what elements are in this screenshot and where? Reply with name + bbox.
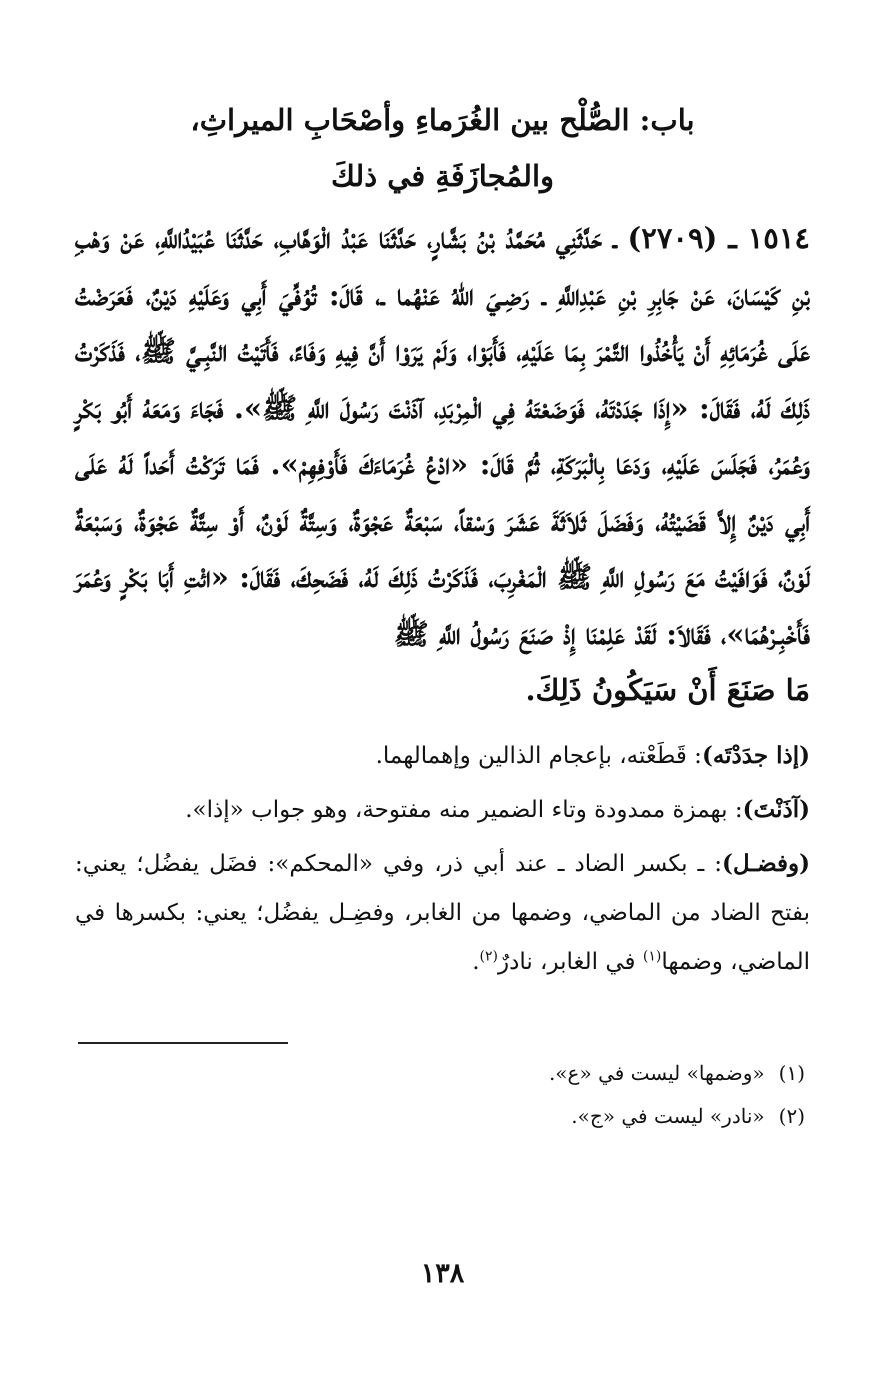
gloss-adhanta bbox=[75, 785, 810, 835]
gloss-fadal bbox=[75, 839, 810, 987]
gloss-term: (آذَنْتَ) bbox=[742, 795, 810, 823]
footnote-number: (١) bbox=[778, 1061, 805, 1085]
gloss-explanation-end: . bbox=[472, 948, 480, 975]
hadith-body: ١٥١٤ ـ (٢٧٠٩) ـ حَدَّثَنِي مُحَمَّدُ بْنُ بَشَّارٍ، حَدَّثَنَا عَبْدُ الْوَهَّابِ، حَدَّثَنَا عُبَيْدُاللَّهِ، عَنْ وَهْبِ بْنِ كَيْسَانَ، عَنْ جَابِرِ بْنِ عَبْدِاللَّهِ ـ رَضِـيَ اللهُ عَنْهُما ـ، قَالَ: تُوُفِّيَ أَبِي وَعَلَيْهِ دَيْنٌ، فَعَرَضْتُ عَلَى غُرَمَائِهِ أَنْ يَأْخُذُوا التَّمْرَ بِمَا عَلَيْهِ، فَأَبَوْا، وَلَمْ يَرَوْا أَنَّ فِيهِ وَفَاءً، فَأَتَيْتُ النَّبِـيَّ ﷺ، فَذَكَرْتُ ذَلِكَ لَهُ، فَقَالَ: «إِذَا جَدَدْتَهُ، فَوَضَعْتَهُ فِي الْمِرْبَدِ، آذَنْتَ رَسُولَ اللَّهِ ﷺ». فَجَاءَ وَمَعَهُ أَبُو بَكْرٍ وَعُمَرُ، فَجَلَسَ عَلَيْهِ، وَدَعَا بِالْبَرَكَةِ، ثُمَّ قَالَ: «ادْعُ غُرَمَاءَكَ فَأَوْفِهِمْ». فَمَا تَرَكْتُ أَحَداً لَهُ عَلَى أَبِي دَيْنٌ إِلاَّ قَضَيْتُهُ، وَفَضَلَ ثَلاَثَةَ عَشَرَ وَسْقاً، سَبْعَةٌ عَجْوَةٌ، وَسِتَّةٌ لَوْنٌ، أَوْ سِتَّةٌ عَجْوَةٌ، وَسَبْعَةٌ لَوْنٌ، فَوَافَيْتُ مَعَ رَسُولِ اللَّهِ ﷺ الْمَغْرِبَ، فَذَكَرْتُ ذَلِكَ لَهُ، فَضَحِكَ، فَقَالَ: «ائْتِ أَبَا بَكْرٍ وَعُمَرَ فَأَخْبِـرْهُمَا»، فَقَالاَ: لَقَدْ عَلِمْنَا إِذْ صَنَعَ رَسُولُ اللَّهِ ﷺ bbox=[75, 221, 810, 651]
footnote-number: (٢) bbox=[778, 1104, 805, 1128]
chapter-title-line-1 bbox=[190, 103, 694, 137]
bab-label: باب bbox=[650, 103, 695, 137]
footnote-ref-1[interactable]: (١) bbox=[642, 947, 662, 964]
gloss-term: (وفضـل) bbox=[722, 849, 810, 877]
hadith-last-line: مَا صَنَعَ أَنْ سَيَكُونُ ذَلِكَ. bbox=[525, 673, 810, 707]
footnote-text: «نادر» ليست في «ج». bbox=[571, 1104, 765, 1128]
book-page bbox=[75, 92, 810, 1375]
gloss-explanation-cont: في الغابر، نادرٌ bbox=[497, 948, 643, 975]
gloss-jadadtah bbox=[75, 731, 810, 781]
footnotes bbox=[80, 1052, 805, 1138]
footnote-text: «وضمها» ليست في «ع». bbox=[548, 1061, 765, 1085]
footnote-1 bbox=[80, 1052, 805, 1095]
gloss-explanation: : قَطَعْته، بإعجام الذالين وإهمالهما. bbox=[375, 742, 702, 769]
chapter-title bbox=[75, 92, 810, 204]
gloss-explanation: : بهمزة ممدودة وتاء الضمير منه مفتوحة، وهو جواب «إذا». bbox=[185, 796, 743, 823]
footnote-separator bbox=[78, 1042, 288, 1044]
hadith-text bbox=[75, 210, 810, 719]
gloss-term: (إذا جدَدْتَه) bbox=[701, 741, 810, 769]
page-number: ١٣٨ bbox=[420, 1258, 465, 1289]
gloss-explanation: : ـ بكسر الضاد ـ عند أبي ذر، وفي «المحكم»: فضَل يفضُل؛ يعني: بفتح الضاد من الماضي، وضمها من الغابر، وفضِـل يفضُل؛ يعني: بكسرها في الماضي، وضمها bbox=[75, 850, 810, 975]
chapter-title-rest: : الصُّلْح بين الغُرَماءِ وأصْحَابِ الميراثِ، bbox=[190, 103, 651, 137]
footnote-2 bbox=[80, 1095, 805, 1138]
footnote-ref-2[interactable]: (٢) bbox=[479, 947, 498, 964]
chapter-title-line-2: والمُجازَفَةِ في ذلكَ bbox=[330, 159, 555, 193]
